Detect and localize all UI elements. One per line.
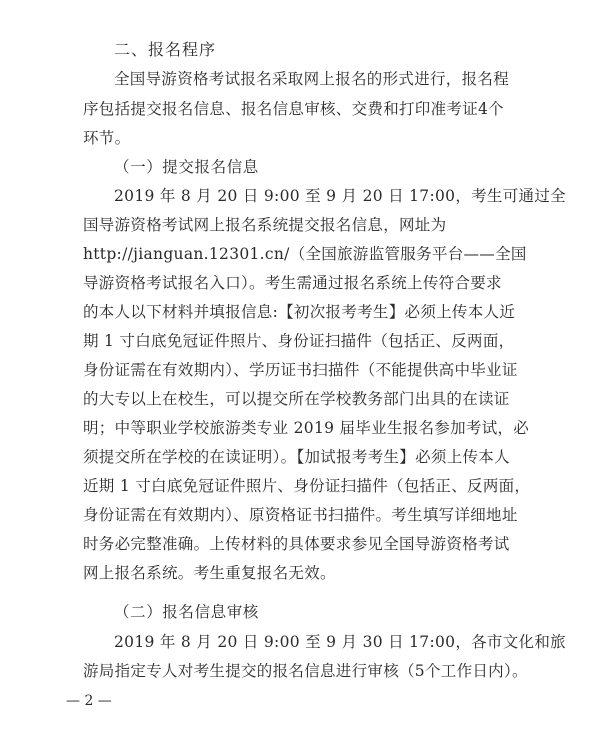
subsection-2-title: （二）报名信息审核 [114,603,259,621]
sub1-line-5: 的本人以下材料并填报信息:【初次报考考生】必须上传本人近 [83,303,516,321]
sub1-line-6: 期 1 寸白底免冠证件照片、身份证扫描件（包括正、反两面， [83,332,515,350]
intro-line-2: 序包括提交报名信息、报名信息审核、交费和打印准考证4个 [83,100,504,118]
sub1-line-13: 时务必完整准确。上传材料的具体要求参见全国导游资格考试 [83,535,510,553]
sub1-line-3: http://jianguan.12301.cn/（全国旅游监管服务平台——全国 [83,245,527,263]
intro-line-3: 环节。 [83,129,131,147]
sub1-line-10: 须提交所在学校的在读证明）。【加试报考考生】必须上传本人 [83,448,510,466]
sub1-line-12: 身份证需在有效期内）、原资格证书扫描件。考生填写详细地址 [83,506,518,524]
sub1-line-8: 的大专以上在校生，可以提交所在学校教务部门出具的在读证 [83,390,510,408]
sub1-line-7: 身份证需在有效期内）、学历证书扫描件（不能提供高中毕业证 [83,361,518,379]
sub1-line-11: 近期 1 寸白底免冠证件照片、身份证扫描件（包括正、反两面， [83,477,531,495]
sub1-line-1: 2019 年 8 月 20 日 9:00 至 9 月 20 日 17:00，考生可通过全 [114,187,566,205]
sub1-line-4: 导游资格考试报名入口）。考生需通过报名系统上传符合要求 [83,274,502,292]
sub1-line-2: 国导游资格考试网上报名系统提交报名信息，网址为 [83,216,447,234]
sub1-line-14: 网上报名系统。考生重复报名无效。 [83,564,336,582]
sub2-line-1: 2019 年 8 月 20 日 9:00 至 9 月 30 日 17:00，各市文化和旅 [114,633,566,651]
page-number: — 2 — [66,693,112,709]
sub1-line-9: 明；中等职业学校旅游类专业 2019 届毕业生报名参加考试，必 [83,419,530,437]
subsection-1-title: （一）提交报名信息 [114,158,259,176]
intro-line-1: 全国导游资格考试报名采取网上报名的形式进行，报名程 [114,70,510,88]
section-title: 二、报名程序 [114,40,217,59]
sub2-line-2: 游局指定专人对考生提交的报名信息进行审核（5个工作日内）。 [83,662,528,680]
